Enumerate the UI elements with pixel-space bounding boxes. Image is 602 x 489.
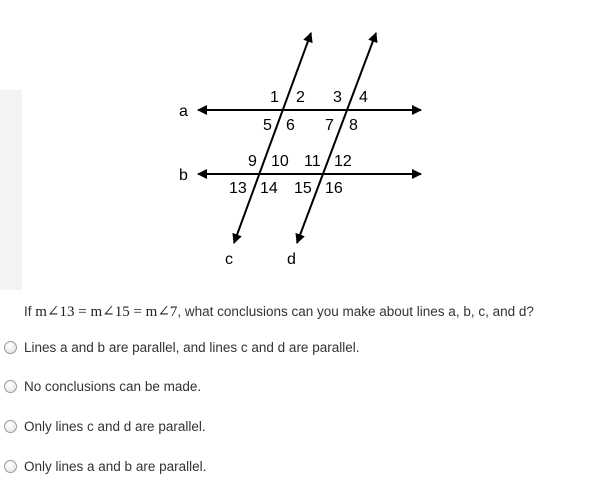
answer-option-4[interactable] — [4, 459, 206, 474]
answer-option-1[interactable] — [4, 340, 359, 355]
question-prefix: If — [24, 304, 36, 319]
angle-label-2: 2 — [296, 89, 305, 106]
line-label-b: b — [179, 167, 188, 184]
angle-label-9: 9 — [248, 153, 257, 170]
radio-button-icon[interactable] — [4, 460, 17, 473]
answer-option-3[interactable] — [4, 419, 206, 434]
angle-label-14: 14 — [260, 180, 278, 197]
line-label-a: a — [179, 103, 188, 120]
angle-label-13: 13 — [229, 180, 247, 197]
line-d — [297, 33, 376, 243]
question-text — [24, 302, 534, 321]
radio-button-icon[interactable] — [4, 420, 17, 433]
answer-option-label: Lines a and b are parallel, and lines c and d are parallel. — [24, 340, 360, 355]
line-label-c: c — [225, 251, 233, 268]
angle-label-3: 3 — [333, 89, 342, 106]
angle-label-5: 5 — [263, 117, 272, 134]
radio-button-icon[interactable] — [4, 380, 17, 393]
answer-option-2[interactable] — [4, 379, 201, 394]
angle-label-7: 7 — [325, 117, 334, 134]
answer-option-label: Only lines a and b are parallel. — [24, 459, 207, 474]
angle-label-1: 1 — [270, 89, 279, 106]
angle-label-4: 4 — [359, 89, 368, 106]
angle-label-16: 16 — [325, 180, 343, 197]
angle-label-12: 12 — [334, 153, 352, 170]
question-math-expression: m∠13 = m∠15 = m∠7 — [35, 304, 178, 320]
angle-label-8: 8 — [349, 117, 358, 134]
angle-label-10: 10 — [271, 153, 289, 170]
line-label-d: d — [287, 251, 296, 268]
question-suffix: , what conclusions can you make about lines a, b, c, and d? — [177, 304, 534, 319]
angle-label-15: 15 — [294, 180, 312, 197]
angle-label-11: 11 — [304, 153, 321, 170]
angle-label-6: 6 — [286, 117, 295, 134]
radio-button-icon[interactable] — [4, 341, 17, 354]
line-c — [234, 33, 311, 243]
answer-option-label: No conclusions can be made. — [24, 379, 202, 394]
answer-option-label: Only lines c and d are parallel. — [24, 419, 206, 434]
